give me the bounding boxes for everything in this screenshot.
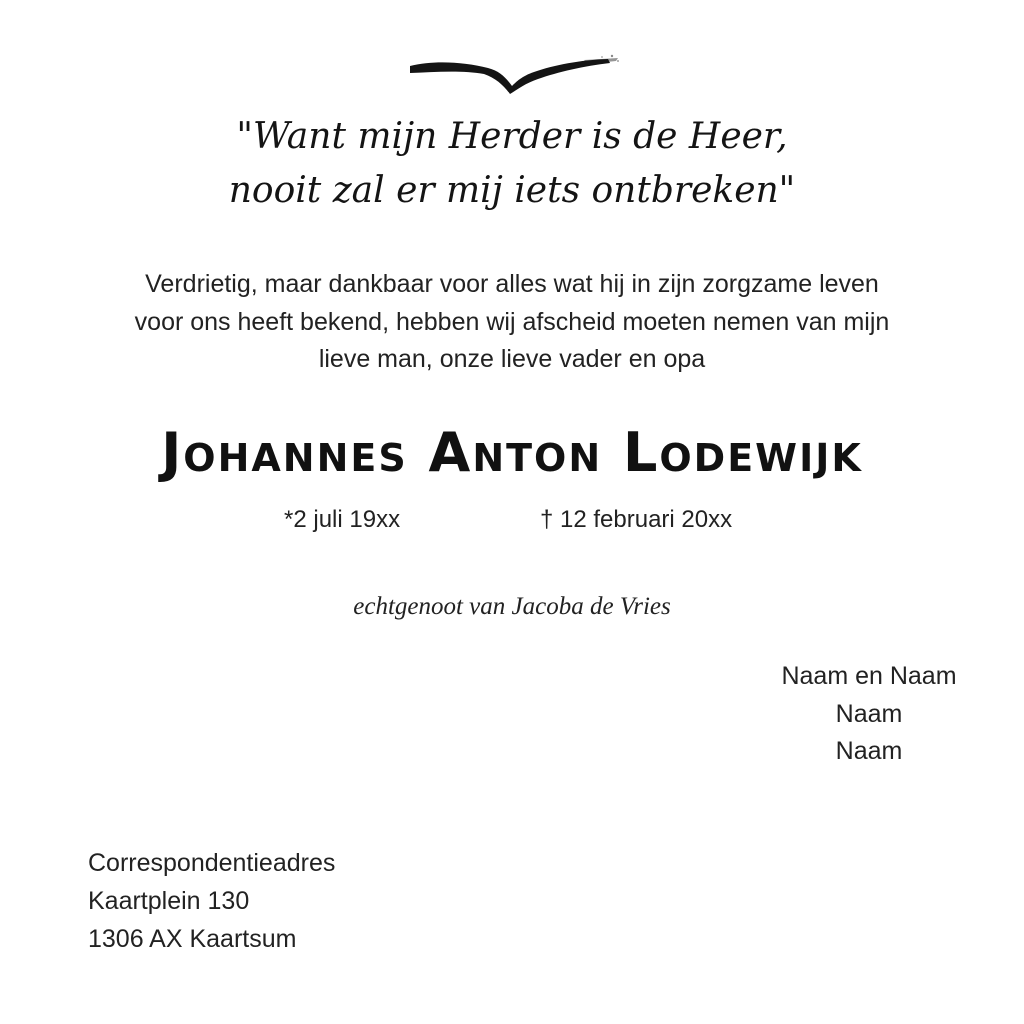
death-date: † 12 februari 20xx — [540, 506, 733, 533]
family-name-line: Naam en Naam — [781, 662, 957, 690]
deceased-name: Johannes Anton Lodewijk — [161, 421, 863, 484]
scripture-quote — [112, 110, 912, 218]
quote-line: nooit zal er mij iets ontbreken" — [228, 170, 796, 211]
quote-line: "Want mijn Herder is de Heer, — [236, 116, 788, 157]
family-name-line: Naam — [835, 699, 903, 728]
announcement-line: voor ons heeft bekend, hebben wij afscheid moeten nemen van mijn — [134, 307, 890, 336]
spouse-line: echtgenoot van Jacoba de Vries — [353, 593, 671, 620]
announcement-line: lieve man, onze lieve vader en opa — [318, 345, 706, 373]
address-line: Kaartplein 130 — [88, 887, 250, 915]
family-names — [740, 658, 998, 771]
announcement-text — [92, 266, 932, 379]
family-name-line: Naam — [835, 737, 903, 765]
address-line: 1306 AX Kaartsum — [88, 925, 297, 953]
correspondence-address — [88, 844, 488, 958]
bird-brush-icon — [404, 52, 624, 100]
address-line: Correspondentieadres — [88, 849, 336, 877]
birth-date: *2 juli 19xx — [284, 506, 401, 533]
announcement-line: Verdrietig, maar dankbaar voor alles wat hij in zijn zorgzame leven — [145, 270, 879, 298]
